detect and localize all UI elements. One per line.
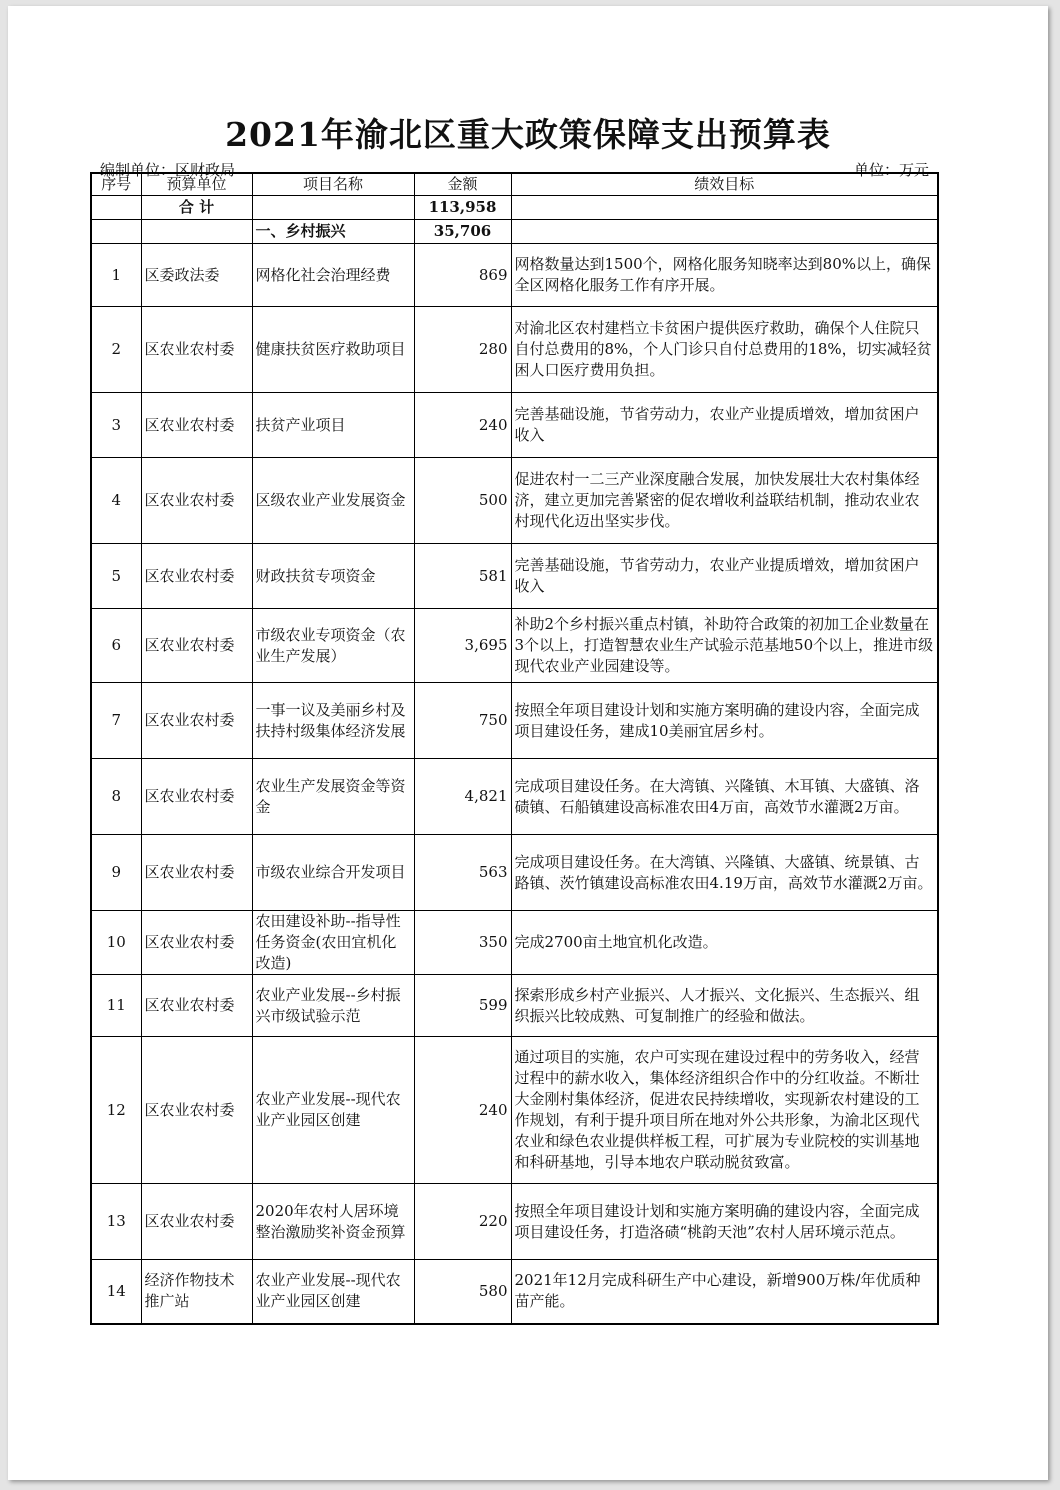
row-seq: 8 (91, 759, 141, 835)
row-unit: 区农业农村委 (141, 911, 252, 975)
row-unit: 经济作物技术推广站 (141, 1260, 252, 1324)
row-goal: 完成2700亩土地宜机化改造。 (511, 911, 938, 975)
row-goal: 通过项目的实施，农户可实现在建设过程中的劳务收入，经营过程中的薪水收入，集体经济组织合作中的分红收益。不断壮大金刚村集体经济，促进农民持续增收，实现新农村建设的工作规划，有利于提升项目所在地对外公共形象，为渝北区现代农业和绿色农业提供样板工程，可扩展为专业院校的实训基地和科研基地，引导本地农户联动脱贫致富。 (511, 1037, 938, 1184)
row-project: 农业产业发展--乡村振兴市级试验示范 (252, 975, 414, 1037)
total-amount: 113,958 (414, 196, 511, 220)
row-unit: 区农业农村委 (141, 609, 252, 683)
row-seq: 5 (91, 544, 141, 609)
row-amount: 563 (414, 835, 511, 911)
row-project: 2020年农村人居环境整治激励奖补资金预算 (252, 1184, 414, 1260)
section-amount: 35,706 (414, 220, 511, 244)
row-goal: 促进农村一二三产业深度融合发展，加快发展壮大农村集体经济，建立更加完善紧密的促农增收利益联结机制，推动农业农村现代化迈出坚实步伐。 (511, 458, 938, 544)
row-project: 一事一议及美丽乡村及扶持村级集体经济发展 (252, 683, 414, 759)
row-project: 财政扶贫专项资金 (252, 544, 414, 609)
row-project: 区级农业产业发展资金 (252, 458, 414, 544)
row-unit: 区农业农村委 (141, 975, 252, 1037)
table-row (91, 609, 938, 683)
row-unit: 区农业农村委 (141, 393, 252, 458)
row-amount: 3,695 (414, 609, 511, 683)
row-amount: 220 (414, 1184, 511, 1260)
row-goal: 完善基础设施，节省劳动力，农业产业提质增效，增加贫困户收入 (511, 544, 938, 609)
row-seq: 9 (91, 835, 141, 911)
row-amount: 750 (414, 683, 511, 759)
row-unit: 区农业农村委 (141, 458, 252, 544)
row-seq: 3 (91, 393, 141, 458)
row-goal: 网格数量达到1500个，网格化服务知晓率达到80%以上，确保全区网格化服务工作有序开展。 (511, 244, 938, 307)
row-seq: 11 (91, 975, 141, 1037)
row-unit: 区农业农村委 (141, 1037, 252, 1184)
row-amount: 240 (414, 1037, 511, 1184)
total-row (91, 196, 938, 220)
table-header-row (91, 173, 938, 196)
table-row (91, 911, 938, 975)
row-unit: 区农业农村委 (141, 1184, 252, 1260)
unit-label: 单位：万元 (854, 161, 930, 179)
table-row (91, 1037, 938, 1184)
table-row (91, 1260, 938, 1324)
row-project: 市级农业综合开发项目 (252, 835, 414, 911)
table-row (91, 975, 938, 1037)
row-amount: 580 (414, 1260, 511, 1324)
table-row (91, 683, 938, 759)
table-row (91, 759, 938, 835)
section-name: 一、乡村振兴 (252, 220, 414, 244)
document-title: 2021年渝北区重大政策保障支出预算表 (225, 115, 831, 154)
header-goal: 绩效目标 (511, 173, 938, 196)
row-amount: 581 (414, 544, 511, 609)
row-amount: 350 (414, 911, 511, 975)
table-row (91, 835, 938, 911)
row-seq: 10 (91, 911, 141, 975)
row-goal: 探索形成乡村产业振兴、人才振兴、文化振兴、生态振兴、组织振兴比较成熟、可复制推广的经验和做法。 (511, 975, 938, 1037)
row-project: 农田建设补助--指导性任务资金(农田宜机化改造) (252, 911, 414, 975)
row-amount: 869 (414, 244, 511, 307)
row-seq: 12 (91, 1037, 141, 1184)
row-goal: 完善基础设施，节省劳动力，农业产业提质增效，增加贫困户收入 (511, 393, 938, 458)
row-goal: 2021年12月完成科研生产中心建设，新增900万株/年优质种苗产能。 (511, 1260, 938, 1324)
row-project: 网格化社会治理经费 (252, 244, 414, 307)
row-unit: 区农业农村委 (141, 759, 252, 835)
total-label: 合 计 (141, 196, 252, 220)
table-row (91, 458, 938, 544)
row-amount: 240 (414, 393, 511, 458)
row-amount: 599 (414, 975, 511, 1037)
row-goal: 对渝北区农村建档立卡贫困户提供医疗救助，确保个人住院只自付总费用的8%，个人门诊只自付总费用的18%，切实减轻贫困人口医疗费用负担。 (511, 307, 938, 393)
row-unit: 区委政法委 (141, 244, 252, 307)
table-row (91, 544, 938, 609)
row-project: 扶贫产业项目 (252, 393, 414, 458)
row-unit: 区农业农村委 (141, 835, 252, 911)
row-goal: 完成项目建设任务。在大湾镇、兴隆镇、木耳镇、大盛镇、洛碛镇、石船镇建设高标准农田4万亩，高效节水灌溉2万亩。 (511, 759, 938, 835)
row-seq: 1 (91, 244, 141, 307)
row-amount: 500 (414, 458, 511, 544)
row-unit: 区农业农村委 (141, 307, 252, 393)
header-seq: 序号 (91, 173, 141, 196)
row-goal: 完成项目建设任务。在大湾镇、兴隆镇、大盛镇、统景镇、古路镇、茨竹镇建设高标准农田4.19万亩，高效节水灌溉2万亩。 (511, 835, 938, 911)
row-seq: 2 (91, 307, 141, 393)
table-row (91, 393, 938, 458)
section-row (91, 220, 938, 244)
row-goal: 补助2个乡村振兴重点村镇，补助符合政策的初加工企业数量在3个以上，打造智慧农业生产试验示范基地50个以上，推进市级现代农业产业园建设等。 (511, 609, 938, 683)
budget-table (90, 172, 939, 1325)
header-project: 项目名称 (252, 173, 414, 196)
row-goal: 按照全年项目建设计划和实施方案明确的建设内容，全面完成项目建设任务，建成10美丽宜居乡村。 (511, 683, 938, 759)
row-amount: 4,821 (414, 759, 511, 835)
row-project: 健康扶贫医疗救助项目 (252, 307, 414, 393)
table-row (91, 1184, 938, 1260)
row-amount: 280 (414, 307, 511, 393)
table-row (91, 244, 938, 307)
table-row (91, 307, 938, 393)
row-project: 市级农业专项资金（农业生产发展） (252, 609, 414, 683)
header-unit: 预算单位 (141, 173, 252, 196)
compiler-label: 编制单位：区财政局 (100, 161, 236, 179)
row-unit: 区农业农村委 (141, 683, 252, 759)
row-seq: 7 (91, 683, 141, 759)
row-seq: 6 (91, 609, 141, 683)
row-seq: 4 (91, 458, 141, 544)
row-seq: 13 (91, 1184, 141, 1260)
row-seq: 14 (91, 1260, 141, 1324)
row-goal: 按照全年项目建设计划和实施方案明确的建设内容，全面完成项目建设任务，打造洛碛“桃韵天池”农村人居环境示范点。 (511, 1184, 938, 1260)
row-project: 农业产业发展--现代农业产业园区创建 (252, 1037, 414, 1184)
row-project: 农业生产发展资金等资金 (252, 759, 414, 835)
header-amount: 金额 (414, 173, 511, 196)
row-unit: 区农业农村委 (141, 544, 252, 609)
row-project: 农业产业发展--现代农业产业园区创建 (252, 1260, 414, 1324)
